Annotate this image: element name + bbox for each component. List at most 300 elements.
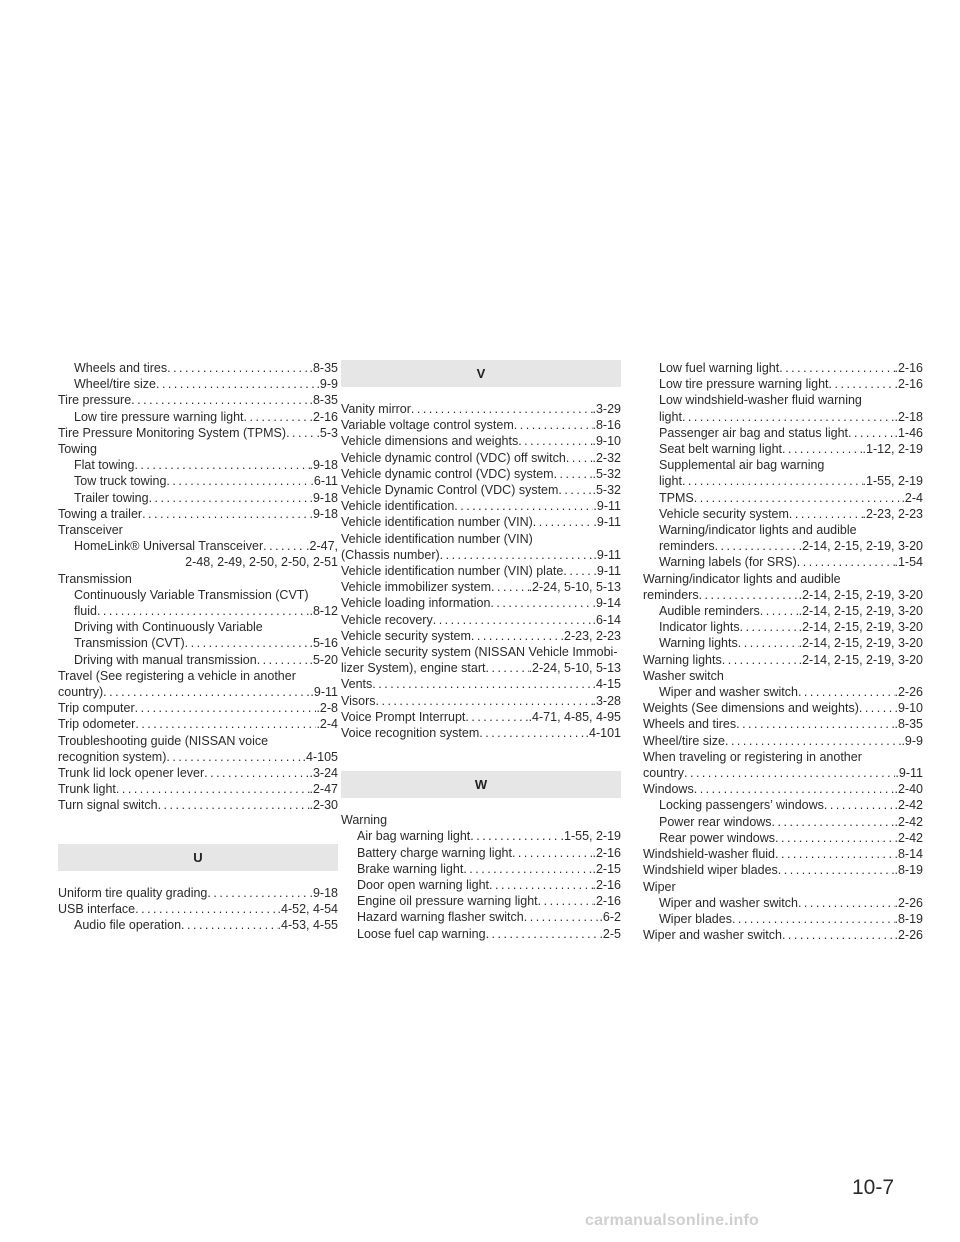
index-entry — [643, 830, 923, 846]
index-entry — [58, 901, 338, 917]
dot-leader — [479, 725, 585, 741]
dot-leader — [244, 409, 310, 425]
index-entry — [58, 425, 338, 441]
dot-leader — [566, 450, 593, 466]
index-entry-text: light — [659, 409, 682, 424]
index-entry — [58, 765, 338, 781]
index-entry — [58, 457, 338, 473]
index-entry-page: .4-101 — [585, 726, 621, 741]
index-entry-page: .5-32 — [592, 466, 621, 481]
index-entry-page: .2-16 — [592, 845, 621, 860]
index-entry-text: Vehicle loading information — [341, 596, 491, 611]
dot-leader — [135, 716, 316, 732]
dot-leader — [149, 490, 310, 506]
index-entry-text: Weights (See dimensions and weights) — [643, 701, 859, 716]
index-entry — [341, 861, 621, 877]
index-entry-text: Hazard warning flasher switch — [357, 910, 524, 925]
index-entry-text: Wheels and tires — [643, 717, 737, 732]
index-entry — [58, 409, 338, 425]
index-entry-text: Travel (See registering a vehicle in another — [58, 668, 296, 683]
index-entry-page: .2-47 — [309, 782, 338, 797]
index-entry-text: Warning labels (for SRS) — [659, 555, 797, 570]
index-entry-page: .1-46 — [894, 425, 923, 440]
index-entry — [341, 579, 621, 595]
index-entry-text: Towing — [58, 442, 97, 457]
dot-leader — [158, 797, 310, 813]
index-entry-page: .9-9 — [316, 377, 338, 392]
index-entry — [643, 409, 923, 425]
index-entry — [643, 700, 923, 716]
index-entry-text: Tow truck towing — [74, 474, 167, 489]
dot-leader — [518, 433, 592, 449]
dot-leader — [433, 612, 593, 628]
index-entry-text: Wiper and washer switch — [659, 895, 798, 910]
index-entry-page: .1-55, 2-19 — [862, 474, 923, 489]
index-entry — [341, 676, 621, 692]
index-entry — [58, 749, 338, 765]
index-entry-text: Wheels and tires — [74, 361, 168, 375]
dot-leader — [782, 441, 863, 457]
section-spacer — [341, 741, 621, 771]
index-entry-text: Tire pressure — [58, 393, 132, 408]
section-spacer — [58, 871, 338, 885]
index-entry-text: Indicator lights — [659, 620, 740, 635]
index-entry-text: Low fuel warning light — [659, 361, 780, 375]
index-entry-page: .6-2 — [599, 910, 621, 925]
index-entry-text: Troubleshooting guide (NISSAN voice — [58, 733, 269, 748]
index-entry-text: lizer System), engine start — [341, 661, 486, 676]
index-entry-text: Wiper blades — [659, 911, 732, 926]
index-entry-page: .1-55, 2-19 — [560, 829, 621, 844]
index-entry-page: .2-26 — [894, 928, 923, 943]
index-entry-text: fluid — [74, 604, 97, 619]
index-entry-text: Vehicle dynamic control (VDC) system — [341, 466, 554, 481]
index-entry — [643, 376, 923, 392]
index-entry — [341, 693, 621, 709]
dot-leader — [554, 466, 593, 482]
index-entry — [58, 917, 338, 933]
index-entry — [58, 700, 338, 716]
index-entry-page: .2-4 — [901, 490, 923, 505]
index-entry-text: Engine oil pressure warning light — [357, 894, 538, 909]
index-entry-text: Vehicle identification — [341, 499, 455, 514]
index-entry-text: Wheel/tire size — [74, 377, 156, 392]
dot-leader — [166, 749, 302, 765]
index-entry — [643, 587, 923, 603]
index-entry — [643, 797, 923, 813]
dot-leader — [490, 595, 592, 611]
index-entry — [341, 893, 621, 909]
index-entry-page: .2-18 — [894, 409, 923, 424]
index-entry — [643, 635, 923, 651]
index-entry-text: Warning — [341, 813, 388, 828]
dot-leader — [116, 781, 310, 797]
dot-leader — [859, 700, 895, 716]
index-entry — [58, 885, 338, 901]
index-entry-page: .9-9 — [901, 733, 923, 748]
index-entry — [643, 360, 923, 376]
index-entry-text: reminders — [643, 587, 699, 602]
index-entry-text: Visors — [341, 693, 376, 708]
index-entry-text: Warning/indicator lights and audible — [643, 571, 841, 586]
index-entry-text: Trunk lid lock opener lever — [58, 766, 205, 781]
index-entry-page: .8-12 — [309, 604, 338, 619]
dot-leader — [772, 814, 895, 830]
dot-leader — [798, 684, 895, 700]
index-entry-text: Washer switch — [643, 668, 724, 683]
dot-leader — [760, 603, 799, 619]
index-entry-page: .2-23, 2-23 — [560, 628, 621, 643]
dot-leader — [471, 628, 561, 644]
index-entry — [58, 473, 338, 489]
dot-leader — [470, 828, 560, 844]
dot-leader — [440, 547, 594, 563]
dot-leader — [181, 917, 278, 933]
section-letter-heading: W — [341, 771, 621, 798]
index-entry-page: .2-32 — [592, 450, 621, 465]
dot-leader — [131, 392, 309, 408]
section-letter-heading: U — [58, 844, 338, 871]
index-entry-text: Vehicle identification number (VIN) plate — [341, 564, 564, 579]
index-entry-page: .9-10 — [592, 434, 621, 449]
index-entry-page: .9-18 — [309, 506, 338, 521]
index-entry — [58, 684, 338, 700]
index-entry-page: .9-10 — [894, 701, 923, 716]
index-entry-page: .9-11 — [593, 547, 621, 562]
dot-leader — [97, 603, 310, 619]
dot-leader — [682, 473, 863, 489]
index-entry-page: .5-32 — [592, 483, 621, 498]
index-entry-text: Continuously Variable Transmission (CVT) — [74, 587, 309, 602]
index-entry-text: Low tire pressure warning light — [74, 409, 244, 424]
dot-leader — [694, 490, 902, 506]
dot-leader — [524, 909, 600, 925]
index-entry — [341, 450, 621, 466]
index-entry — [341, 628, 621, 644]
index-entry-text: Vehicle security system — [659, 506, 789, 521]
index-entry — [643, 927, 923, 943]
index-entry-text: Vehicle dimensions and weights — [341, 434, 519, 449]
index-entry-text: When traveling or registering in another — [643, 749, 862, 764]
index-entry-text: Seat belt warning light — [659, 442, 782, 457]
index-column-1 — [58, 360, 338, 933]
index-entry — [643, 506, 923, 522]
index-entry-text: Windows — [643, 782, 694, 797]
dot-leader — [684, 765, 895, 781]
index-entry-text: Vehicle Dynamic Control (VDC) system — [341, 483, 559, 498]
index-entry — [643, 765, 923, 781]
index-entry — [643, 652, 923, 668]
index-entry-page: .2-40 — [894, 782, 923, 797]
index-entry-page: .2-42 — [894, 814, 923, 829]
dot-leader — [489, 877, 592, 893]
index-entry-page: .6-11 — [310, 474, 338, 489]
index-entry — [341, 909, 621, 925]
dot-leader — [263, 538, 306, 554]
dot-leader — [538, 893, 593, 909]
index-entry-page: .2-26 — [894, 685, 923, 700]
index-entry-text: Vents — [341, 677, 373, 692]
index-entry-page: .2-23, 2-23 — [862, 506, 923, 521]
index-entry — [643, 473, 923, 489]
section-spacer — [341, 387, 621, 401]
section-spacer — [58, 814, 338, 844]
index-entry — [58, 797, 338, 813]
index-entry-page: .9-11 — [310, 685, 338, 700]
dot-leader — [778, 862, 895, 878]
index-entry — [643, 490, 923, 506]
dot-leader — [829, 376, 895, 392]
index-entry-text: Rear power windows — [659, 830, 776, 845]
dot-leader — [775, 830, 894, 846]
index-entry-text: USB interface — [58, 901, 136, 916]
index-entry-page: .9-11 — [593, 499, 621, 514]
index-entry-text: Variable voltage control system — [341, 418, 514, 433]
index-entry-page: .8-14 — [894, 847, 923, 862]
dot-leader — [725, 733, 901, 749]
index-entry-page: .5-16 — [309, 636, 338, 651]
dot-leader — [135, 700, 317, 716]
index-entry-text: Windshield wiper blades — [643, 863, 778, 878]
index-entry-page: .1-54 — [894, 555, 923, 570]
index-column-3 — [643, 360, 923, 943]
index-entry-text: Transmission (CVT) — [74, 636, 185, 651]
dot-leader — [558, 482, 592, 498]
index-entry-text: country) — [58, 685, 104, 700]
index-entry-page: .9-18 — [309, 490, 338, 505]
index-entry-page: .2-15 — [592, 861, 621, 876]
dot-leader — [486, 660, 529, 676]
dot-leader — [167, 360, 309, 376]
index-entry-text: Wiper and washer switch — [643, 928, 782, 943]
index-entry — [341, 828, 621, 844]
index-entry-page: .9-11 — [593, 564, 621, 579]
index-entry — [643, 781, 923, 797]
index-entry-text: Warning/indicator lights and audible — [659, 523, 857, 538]
index-entry-page: .2-16 — [894, 377, 923, 392]
index-entry — [341, 547, 621, 563]
index-entry-text: light — [659, 474, 682, 489]
index-entry — [341, 514, 621, 530]
index-entry-text: Trip odometer — [58, 717, 136, 732]
index-entry — [341, 926, 621, 942]
dot-leader — [156, 376, 316, 392]
index-entry — [58, 506, 338, 522]
index-entry — [643, 716, 923, 732]
index-entry-page: .2-16 — [309, 409, 338, 424]
dot-leader — [699, 587, 799, 603]
index-entry-page: .2-8 — [316, 701, 338, 716]
index-entry-text: reminders — [659, 539, 715, 554]
index-entry-text: Low tire pressure warning light — [659, 377, 829, 392]
index-entry-text: Voice recognition system — [341, 726, 480, 741]
index-entry — [341, 877, 621, 893]
index-entry-page: .2-42 — [894, 830, 923, 845]
index-entry — [58, 781, 338, 797]
index-entry-page: .2-14, 2-15, 2-19, 3-20 — [798, 587, 923, 602]
dot-leader — [286, 425, 316, 441]
dot-leader — [257, 652, 310, 668]
index-entry-page: .3-24 — [309, 766, 338, 781]
index-entry-page: .4-53, 4-55 — [277, 918, 338, 933]
dot-leader — [134, 457, 309, 473]
index-entry-text: Driving with manual transmission — [74, 652, 257, 667]
index-entry-page: .9-14 — [592, 596, 621, 611]
index-entry-page: .4-52, 4-54 — [277, 901, 338, 916]
index-entry-page: .4-105 — [302, 749, 338, 764]
index-entry-page: .2-16 — [592, 894, 621, 909]
index-entry-text: Vanity mirror — [341, 402, 411, 416]
dot-leader — [142, 506, 309, 522]
index-entry — [341, 660, 621, 676]
section-letter-heading: V — [341, 360, 621, 387]
index-entry-text: (Chassis number) — [341, 547, 440, 562]
index-entry-page: .9-11 — [593, 515, 621, 530]
index-entry-text: Wheel/tire size — [643, 733, 725, 748]
index-entry-text: Vehicle security system (NISSAN Vehicle Immobi- — [341, 645, 618, 660]
dot-leader — [207, 885, 309, 901]
dot-leader — [848, 425, 894, 441]
index-entry-text: Vehicle security system — [341, 628, 471, 643]
index-entry-page: .9-18 — [309, 885, 338, 900]
index-entry-text: Vehicle identification number (VIN) — [341, 515, 533, 530]
index-entry — [643, 684, 923, 700]
dot-leader — [775, 846, 894, 862]
dot-leader — [779, 360, 894, 376]
index-entry-page: .2-26 — [894, 895, 923, 910]
index-entry-text: Loose fuel cap warning — [357, 926, 486, 941]
index-entry — [643, 846, 923, 862]
index-entry-page: .4-15 — [592, 677, 621, 692]
index-entry-text: Tire Pressure Monitoring System (TPMS) — [58, 425, 287, 440]
index-entry-text: Door open warning light — [357, 878, 490, 893]
index-entry-page: .2-16 — [894, 361, 923, 375]
index-entry-text: Vehicle recovery — [341, 612, 433, 627]
index-entry — [341, 417, 621, 433]
dot-leader — [486, 926, 600, 942]
section-spacer — [341, 798, 621, 812]
dot-leader — [103, 684, 310, 700]
dot-leader — [715, 538, 799, 554]
index-entry-text: HomeLink® Universal Transceiver — [74, 539, 264, 554]
index-entry-page: .8-35 — [894, 717, 923, 732]
dot-leader — [185, 635, 310, 651]
index-entry-page: .2-14, 2-15, 2-19, 3-20 — [798, 652, 923, 667]
index-entry — [58, 716, 338, 732]
index-entry — [643, 862, 923, 878]
index-entry — [643, 814, 923, 830]
index-entry — [643, 538, 923, 554]
dot-leader — [732, 911, 895, 927]
index-entry-page: .2-14, 2-15, 2-19, 3-20 — [798, 539, 923, 554]
dot-leader — [740, 619, 799, 635]
dot-leader — [454, 498, 593, 514]
index-entry — [643, 911, 923, 927]
index-entry — [341, 595, 621, 611]
dot-leader — [135, 901, 277, 917]
index-entry — [58, 376, 338, 392]
index-entry-text: Battery charge warning light — [357, 845, 512, 860]
index-entry-page: .8-35 — [309, 393, 338, 408]
dot-leader — [722, 652, 799, 668]
index-entry-text: Vehicle identification number (VIN) — [341, 531, 533, 546]
index-entry-text: Trip computer — [58, 701, 135, 716]
index-entry-page: .4-71, 4-85, 4-95 — [528, 709, 621, 724]
index-entry-page: .8-16 — [592, 418, 621, 433]
dot-leader — [491, 579, 529, 595]
index-entry — [58, 392, 338, 408]
index-entry-text: Locking passengers’ windows — [659, 798, 824, 813]
index-entry-page: .2-30 — [309, 798, 338, 813]
index-entry-page: .6-14 — [592, 612, 621, 627]
index-entry-page: .3-29 — [592, 402, 621, 416]
index-entry-text: Brake warning light — [357, 861, 464, 876]
index-entry-page: .9-18 — [309, 458, 338, 473]
index-entry-text: Air bag warning light — [357, 829, 471, 844]
index-entry-text: recognition system) — [58, 749, 167, 764]
index-entry-page: .2-14, 2-15, 2-19, 3-20 — [798, 604, 923, 619]
dot-leader — [789, 506, 863, 522]
index-entry — [341, 725, 621, 741]
dot-leader — [738, 635, 799, 651]
dot-leader — [376, 693, 593, 709]
index-entry-text: Low windshield-washer fluid warning — [659, 393, 862, 408]
index-entry — [643, 425, 923, 441]
index-entry-text: Windshield-washer fluid — [643, 847, 776, 862]
index-entry — [643, 733, 923, 749]
index-entry — [643, 441, 923, 457]
index-entry-text: TPMS — [659, 490, 694, 505]
index-entry-page: .2-24, 5-10, 5-13 — [528, 580, 621, 595]
dot-leader — [533, 514, 594, 530]
index-entry-text: Vehicle immobilizer system — [341, 580, 492, 595]
index-entry — [341, 498, 621, 514]
index-entry — [341, 845, 621, 861]
index-entry-page: .8-19 — [894, 911, 923, 926]
index-entry-text: Driving with Continuously Variable — [74, 620, 263, 635]
index-entry-page: .2-4 — [316, 717, 338, 732]
watermark: carmanualsonline.info — [585, 1212, 760, 1229]
index-entry-text: Audible reminders — [659, 604, 760, 619]
index-entry — [643, 895, 923, 911]
index-entry-text: Supplemental air bag warning — [659, 458, 825, 473]
index-entry-text: Wiper and washer switch — [659, 685, 798, 700]
index-entry — [58, 603, 338, 619]
index-entry-text: Audio file operation — [74, 918, 182, 933]
dot-leader — [736, 716, 894, 732]
index-entry-text: Trailer towing — [74, 490, 149, 505]
page-number: 10-7 — [852, 1176, 895, 1199]
index-entry-page: .1-12, 2-19 — [862, 442, 923, 457]
dot-leader — [204, 765, 309, 781]
index-entry-page-continuation: 2-48, 2-49, 2-50, 2-50, 2-51 — [185, 555, 338, 570]
index-entry-page: .2-47, — [306, 539, 338, 554]
index-entry — [341, 466, 621, 482]
index-entry-text: Voice Prompt Interrupt — [341, 709, 466, 724]
index-entry — [341, 612, 621, 628]
index-entry-text: Turn signal switch — [58, 798, 158, 813]
index-entry-page: .5-3 — [316, 425, 338, 440]
dot-leader — [166, 473, 310, 489]
index-entry — [341, 709, 621, 725]
dot-leader — [824, 797, 895, 813]
index-entry — [643, 619, 923, 635]
index-entry-page: .2-16 — [592, 878, 621, 893]
dot-leader — [465, 709, 528, 725]
index-entry-text: Vehicle dynamic control (VDC) off switch — [341, 450, 566, 465]
dot-leader — [411, 401, 593, 417]
dot-leader — [514, 417, 593, 433]
